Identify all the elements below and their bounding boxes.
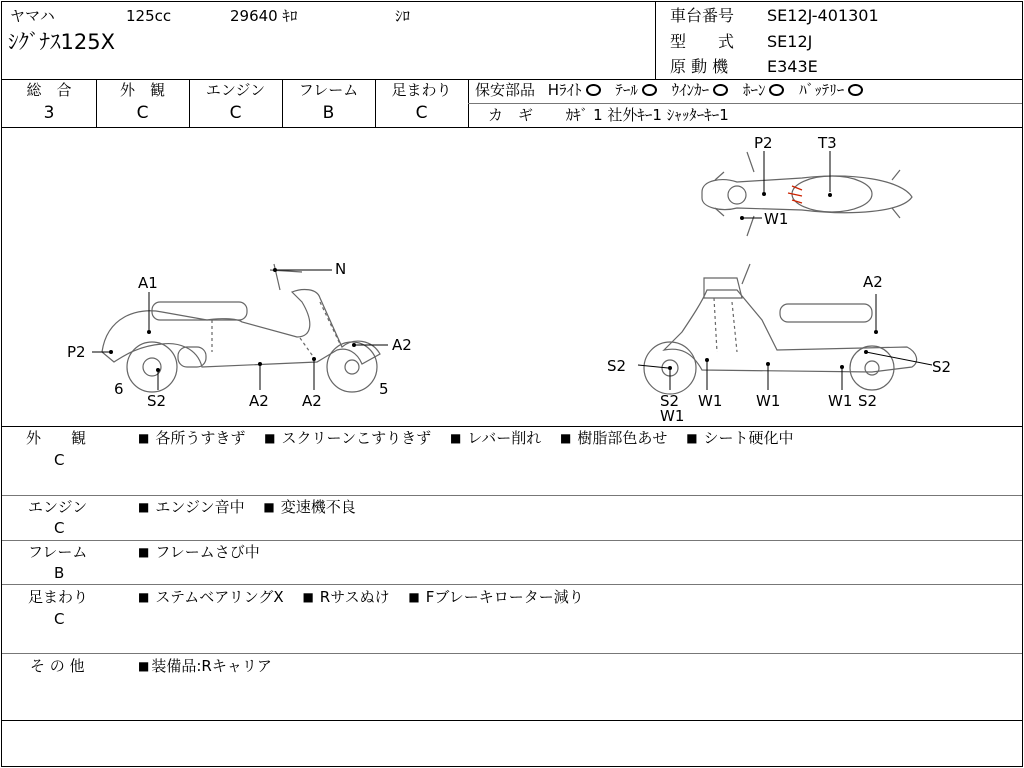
- label-a1: A1: [138, 274, 158, 292]
- ok-circle-icon: [769, 84, 784, 96]
- label-5: 5: [379, 380, 389, 398]
- exterior-defects: [138, 431, 808, 446]
- label-w1-d: W1: [828, 392, 853, 410]
- grade-label-engine: エンジン: [205, 81, 266, 99]
- exterior-grade: C: [54, 451, 65, 469]
- safety-tail: ﾃｰﾙ: [615, 81, 638, 99]
- ok-circle-icon: [713, 84, 728, 96]
- bullet-icon: ■: [302, 590, 314, 604]
- safety-rule: [468, 103, 1022, 104]
- frame-no-label: 車台番号: [670, 6, 735, 25]
- label-s2-left: S2: [607, 357, 627, 375]
- defect-item: スクリーンこすりきず: [281, 429, 432, 447]
- label-a2-right: A2: [863, 273, 883, 291]
- frame-defect-grade: B: [54, 564, 65, 582]
- safety-winker: ｳｲﾝｶｰ: [671, 81, 710, 99]
- defect-item: 樹脂部色あせ: [577, 429, 668, 447]
- label-w1-b: W1: [698, 392, 723, 410]
- bullet-icon: ■: [560, 431, 572, 445]
- bullet-icon: ■: [138, 500, 150, 514]
- bullet-icon: ■: [449, 431, 462, 445]
- engine-defect-label: エンジン: [28, 498, 88, 516]
- label-a2-front: A2: [392, 336, 412, 354]
- grade-value-engine: C: [229, 103, 242, 123]
- engine-value: E343E: [767, 57, 818, 76]
- defect-item: レバー削れ: [467, 429, 542, 447]
- row-rule: [2, 495, 1022, 496]
- frame-no: SE12J-401301: [767, 6, 879, 25]
- bullet-icon: ■: [686, 431, 698, 445]
- label-p2-top: P2: [754, 134, 773, 152]
- grade-value-suspension: C: [415, 103, 428, 123]
- other-label: そ の 他: [30, 657, 85, 675]
- bullet-icon: ■: [138, 590, 150, 604]
- grade-value-overall: 3: [43, 103, 55, 123]
- label-s2-right: S2: [932, 358, 952, 376]
- bullet-icon: ■: [138, 659, 150, 673]
- inspection-sheet: [1, 1, 1023, 767]
- safety-headlight: Hﾗｲﾄ: [547, 81, 582, 99]
- suspension-defects: [138, 590, 598, 605]
- defect-item: 各所うすきず: [155, 429, 246, 447]
- bullet-icon: ■: [138, 431, 150, 445]
- bullet-icon: ■: [263, 500, 275, 514]
- safety-parts: [475, 83, 873, 98]
- label-s2-b: S2: [858, 392, 878, 410]
- displacement: 125cc: [126, 7, 172, 25]
- defect-item: Fブレーキローター減り: [425, 588, 584, 606]
- safety-label: 保安部品: [475, 81, 536, 99]
- frame-defect-label: フレーム: [28, 543, 88, 561]
- label-s2: S2: [147, 392, 167, 410]
- engine-label: 原 動 機: [670, 57, 729, 76]
- grade-label-overall: 総 合: [26, 81, 72, 99]
- key-value: ｶｷﾞ 1 社外ｷｰ1 ｼｬｯﾀｰｷｰ1: [565, 106, 729, 124]
- suspension-defect-label: 足まわり: [28, 588, 89, 606]
- safety-horn: ﾎｰﾝ: [742, 81, 766, 99]
- label-w1-top: W1: [764, 210, 789, 228]
- defect-item: 変速機不良: [280, 498, 356, 516]
- row-rule: [2, 540, 1022, 541]
- mileage: 29640 ｷﾛ: [230, 7, 298, 25]
- suspension-defect-grade: C: [54, 610, 65, 628]
- other-notes: [138, 659, 272, 674]
- defect-item: エンジン音中: [155, 498, 245, 516]
- frame-defects: [138, 545, 274, 560]
- top-view-scooter-icon: [702, 152, 912, 236]
- maker: ヤマハ: [10, 7, 55, 25]
- label-a2-low: A2: [302, 392, 322, 410]
- type-label: 型 式: [670, 32, 735, 51]
- grade-label-exterior: 外 観: [119, 81, 165, 99]
- engine-defect-grade: C: [54, 519, 65, 537]
- ok-circle-icon: [586, 84, 601, 96]
- key-row: [488, 108, 729, 123]
- key-label: カ ギ: [488, 106, 534, 124]
- bullet-icon: ■: [408, 590, 420, 604]
- ok-circle-icon: [848, 84, 863, 96]
- defect-item: ステムベアリングX: [155, 588, 284, 606]
- ok-circle-icon: [642, 84, 657, 96]
- grade-label-suspension: 足まわり: [391, 81, 452, 99]
- scratch-marks: [788, 186, 802, 203]
- label-a2-mid: A2: [249, 392, 269, 410]
- header-rule: [2, 79, 1022, 80]
- body-color: ｼﾛ: [395, 7, 411, 25]
- bullet-icon: ■: [138, 545, 150, 559]
- label-n: N: [335, 260, 347, 278]
- header-divider: [655, 2, 656, 79]
- label-s2-bottom: S2: [660, 392, 680, 410]
- label-w1-a: W1: [660, 407, 685, 425]
- label-w1-c: W1: [756, 392, 781, 410]
- type-value: SE12J: [767, 32, 813, 51]
- other-item: 装備品:Rキャリア: [151, 657, 272, 675]
- defect-item: Rサスぬけ: [319, 588, 390, 606]
- label-p2: P2: [67, 343, 86, 361]
- engine-defects: [138, 500, 370, 515]
- row-rule: [2, 653, 1022, 654]
- damage-diagram: [2, 128, 1022, 426]
- bullet-icon: ■: [264, 431, 276, 445]
- grade-value-exterior: C: [136, 103, 149, 123]
- grade-value-frame: B: [322, 103, 335, 123]
- diagram-rule: [2, 426, 1022, 427]
- defect-item: シート硬化中: [703, 429, 794, 447]
- model-name: ｼｸﾞﾅｽ125X: [8, 30, 115, 54]
- exterior-label: 外 観: [26, 429, 87, 447]
- defect-item: フレームさび中: [155, 543, 260, 561]
- label-t3: T3: [818, 134, 837, 152]
- safety-battery: ﾊﾞｯﾃﾘｰ: [799, 81, 845, 99]
- bottom-rule: [2, 720, 1022, 721]
- grade-label-frame: フレーム: [298, 81, 359, 99]
- label-6: 6: [114, 380, 124, 398]
- row-rule: [2, 584, 1022, 585]
